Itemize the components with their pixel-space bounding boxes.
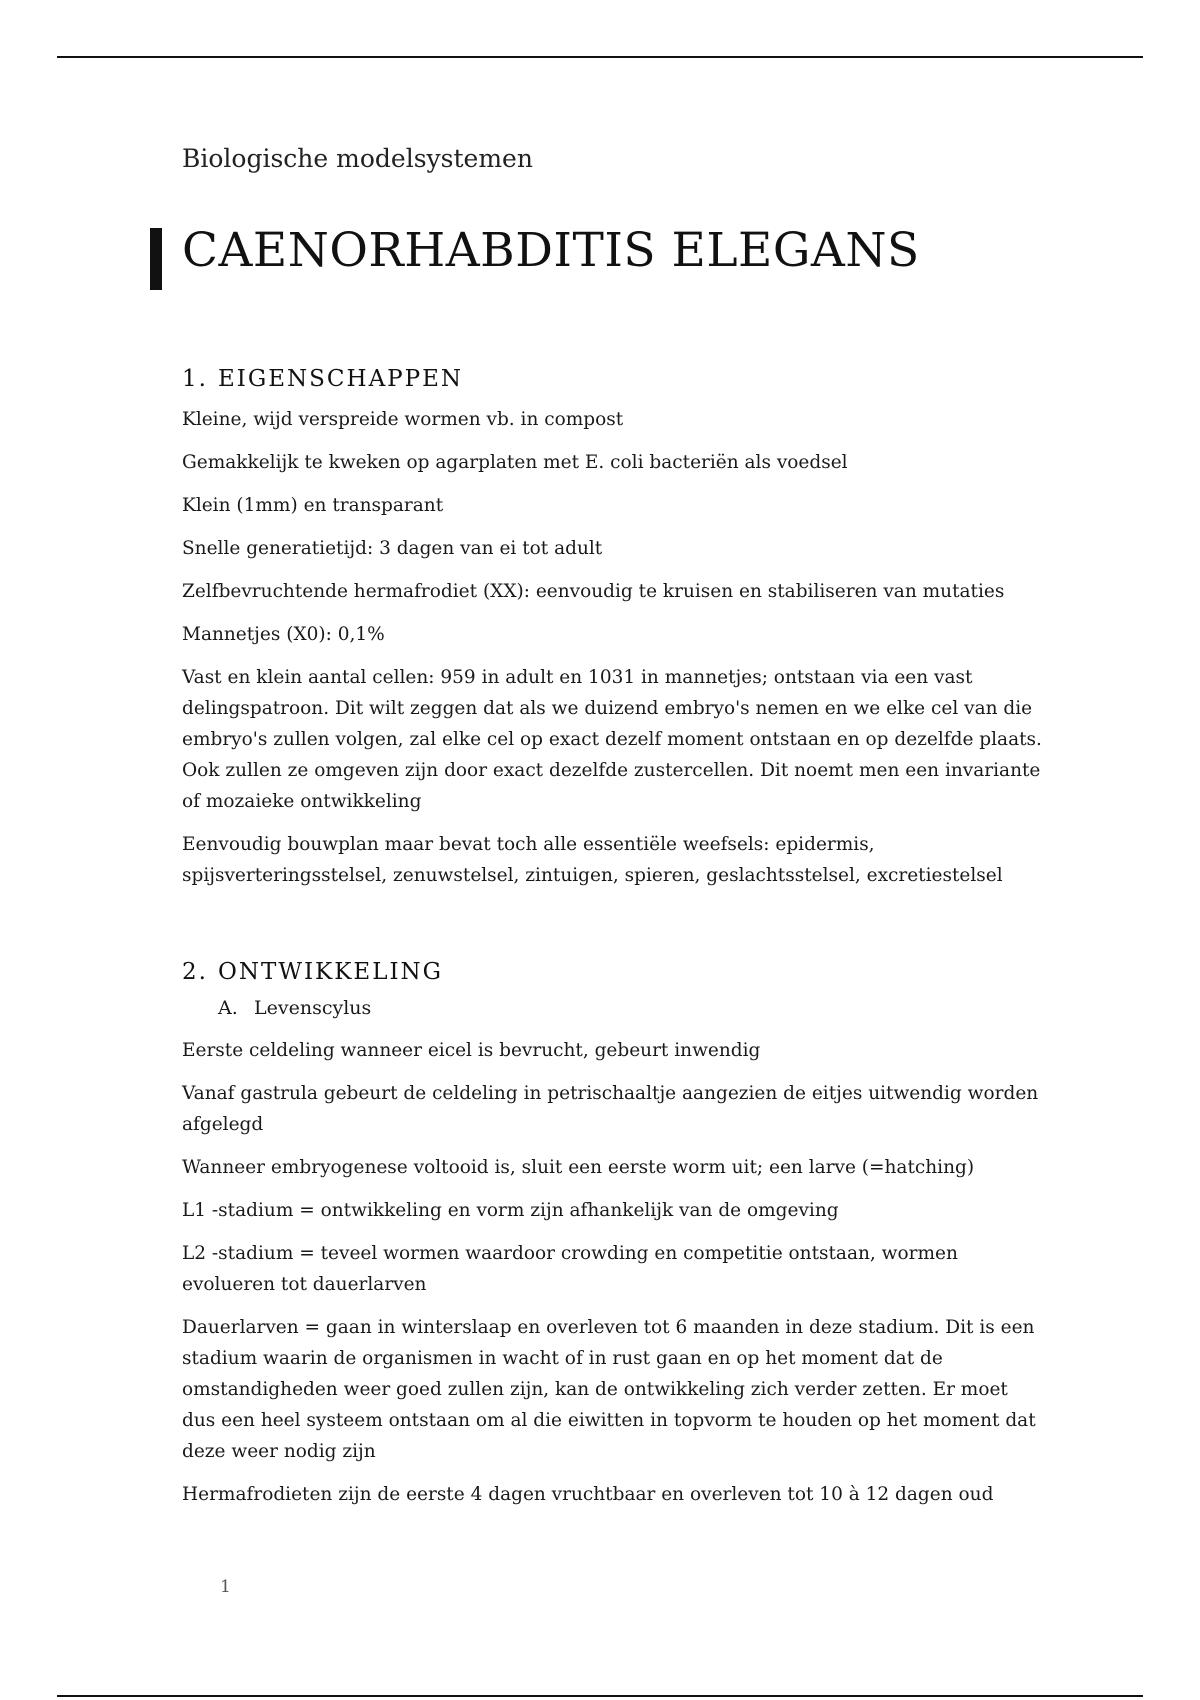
paragraph: L1 -stadium = ontwikkeling en vorm zijn afhankelijk van de omgeving xyxy=(182,1200,839,1221)
paragraph: Hermafrodieten zijn de eerste 4 dagen vruchtbaar en overleven tot 10 à 12 dagen oud xyxy=(182,1484,994,1505)
paragraph: Vanaf gastrula gebeurt de celdeling in petrischaaltje aangezien de eitjes uitwendig worden afgelegd xyxy=(182,1083,1039,1135)
paragraph: Snelle generatietijd: 3 dagen van ei tot adult xyxy=(182,538,603,559)
section-title: EIGENSCHAPPEN xyxy=(218,366,464,392)
paragraph: Klein (1mm) en transparant xyxy=(182,495,444,516)
title-block xyxy=(182,216,1042,286)
subsection-title: Levenscylus xyxy=(254,997,372,1019)
subsection-heading-levenscylus xyxy=(218,993,1042,1023)
document-title: CAENORHABDITIS ELEGANS xyxy=(182,223,920,278)
paragraph: L2 -stadium = teveel wormen waardoor crowding en competitie ontstaan, wormen evolueren tot dauerlarven xyxy=(182,1243,958,1295)
paragraph: Kleine, wijd verspreide wormen vb. in compost xyxy=(182,409,624,430)
document-subtitle: Biologische modelsystemen xyxy=(182,144,533,173)
paragraph: Eenvoudig bouwplan maar bevat toch alle essentiële weefsels: epidermis, spijsverteringsstelsel, zenuwstelsel, zintuigen, spieren, geslachtsstelsel, excretiestelsel xyxy=(182,834,1003,886)
top-rule xyxy=(57,56,1143,58)
paragraph: Gemakkelijk te kweken op agarplaten met E. coli bacteriën als voedsel xyxy=(182,452,848,473)
paragraph: Vast en klein aantal cellen: 959 in adult en 1031 in mannetjes; ontstaan via een vast delingspatroon. Dit wilt zeggen dat als we duizend embryo's nemen en we elke cel van die embryo's zullen volgen, zal elke cel op exact dezelf moment ontstaan en op dezelfde plaats. Ook zullen ze omgeven zijn door exact dezelfde zustercellen. Dit noemt men een invariante of mozaieke ontwikkeling xyxy=(182,667,1042,812)
bottom-rule xyxy=(57,1695,1143,1697)
paragraph: Mannetjes (X0): 0,1% xyxy=(182,624,385,645)
section-number: 2. xyxy=(182,959,208,985)
paragraph: Eerste celdeling wanneer eicel is bevrucht, gebeurt inwendig xyxy=(182,1040,761,1061)
section-number: 1. xyxy=(182,366,208,392)
paragraph: Zelfbevruchtende hermafrodiet (XX): eenvoudig te kruisen en stabiliseren van mutaties xyxy=(182,581,1005,602)
section-heading-ontwikkeling xyxy=(182,955,1042,989)
title-accent-bar xyxy=(150,228,162,290)
section-heading-eigenschappen xyxy=(182,362,1042,396)
section-title: ONTWIKKELING xyxy=(218,959,444,985)
page-number: 1 xyxy=(220,1577,231,1597)
paragraph: Wanneer embryogenese voltooid is, sluit een eerste worm uit; een larve (=hatching) xyxy=(182,1157,975,1178)
paragraph: Dauerlarven = gaan in winterslaap en overleven tot 6 maanden in deze stadium. Dit is een stadium waarin de organismen in wacht of in rust gaan en op het moment dat de omstandigheden weer goed zullen zijn, kan de ontwikkeling zich verder zetten. Er moet dus een heel systeem ontstaan om al die eiwitten in topvorm te houden op het moment dat deze weer nodig zijn xyxy=(182,1317,1036,1462)
subsection-letter: A. xyxy=(218,997,238,1019)
document-body xyxy=(182,142,1042,1510)
